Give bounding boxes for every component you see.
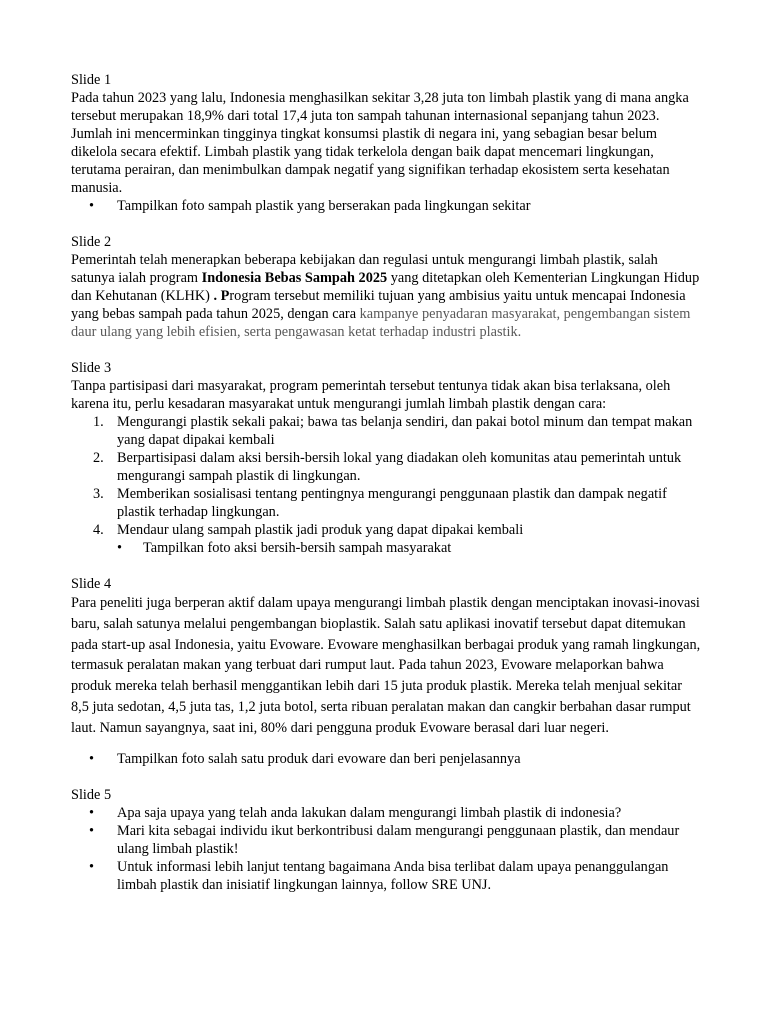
slide-3-title: Slide 3: [71, 360, 112, 376]
list-item: [71, 804, 701, 822]
document-page: [71, 71, 701, 894]
list-item-text: Berpartisipasi dalam aksi bersih-bersih lokal yang diadakan oleh komunitas atau pemerintah untuk mengurangi sampah plastik di lingkungan.: [117, 450, 682, 484]
list-number: 4.: [93, 522, 104, 538]
slide-4-body: Para peneliti juga berperan aktif dalam upaya mengurangi limbah plastik dengan menciptakan inovasi-inovasi baru, salah satunya melalui pengembangan bioplastik. Salah satu aplikasi inovatif tersebut dapat ditemukan pada start-up asal Indonesia, yaitu Evoware. Evoware menghasilkan berbagai produk yang ramah lingkungan, termasuk peralatan makan yang terbuat dari rumput laut. Pada tahun 2023, Evoware melaporkan bahwa produk mereka telah berhasil menggantikan lebih dari 15 juta produk plastik. Mereka telah menjual sekitar 8,5 juta sedotan, 4,5 juta tas, 1,2 juta botol, serta ribuan peralatan makan dan cangkir berbahan dasar rumput laut. Namun sayangnya, saat ini, 80% dari pengguna produk Evoware berasal dari luar negeri.: [71, 595, 701, 736]
bullet-text: Tampilkan foto salah satu produk dari evoware dan beri penjelasannya: [117, 750, 521, 767]
bullet-text: Untuk informasi lebih lanjut tentang bagaimana Anda bisa terlibat dalam upaya penanggulangan limbah plastik dan inisiatif lingkungan lainnya, follow SRE UNJ.: [117, 858, 669, 893]
list-item: [71, 485, 701, 521]
list-number: 2.: [93, 450, 104, 466]
slide-1-bullet-list: [71, 197, 701, 215]
slide-1-body: Pada tahun 2023 yang lalu, Indonesia menghasilkan sekitar 3,28 juta ton limbah plastik yang di mana angka tersebut merupakan 18,9% dari total 17,4 juta ton sampah tahunan internasional sepanjang tahun 2023. Jumlah ini mencerminkan tingginya tingkat konsumsi plastik di negara ini, yang sebagian besar belum dikelola secara efektif. Limbah plastik yang tidak terkelola dengan baik dapat mencemari lingkungan, terutama perairan, dan menimbulkan dampak negatif yang signifikan terhadap ekosistem serta kesehatan manusia.: [71, 90, 689, 196]
list-item: [71, 750, 701, 768]
bullet-icon: •: [89, 198, 95, 214]
slide-2-bold-fragment: . P: [213, 288, 230, 304]
bullet-icon: •: [89, 804, 95, 821]
slide-4-bullet-list: [71, 750, 701, 768]
slide-5-section: [71, 786, 701, 894]
list-item-text: Mendaur ulang sampah plastik jadi produk yang dapat dipakai kembali: [117, 522, 524, 538]
slide-3-sub-bullet-list: [71, 539, 701, 557]
list-item: [71, 521, 701, 539]
slide-5-bullet-list: [71, 804, 701, 894]
slide-2-body: [71, 251, 701, 341]
slide-3-numbered-list: [71, 413, 701, 539]
list-item-text: Memberikan sosialisasi tentang pentingnya mengurangi penggunaan plastik dan dampak negatif plastik terhadap lingkungan.: [117, 486, 667, 520]
slide-1-title: Slide 1: [71, 72, 112, 88]
slide-5-title: Slide 5: [71, 786, 112, 803]
list-item: [71, 197, 701, 215]
list-number: 1.: [93, 414, 104, 430]
slide-2-gray-text: kampanye penyadaran masyarakat, pengembangan sistem daur ulang yang lebih efisien, serta pengawasan ketat terhadap industri plastik.: [71, 306, 691, 340]
slide-2-text-1: Pemerintah telah menerapkan beberapa kebijakan dan regulasi untuk mengurangi limbah plastik, salah satunya ialah program: [71, 252, 658, 286]
list-item: [71, 449, 701, 485]
slide-2-title: Slide 2: [71, 234, 112, 250]
list-item: [71, 822, 701, 858]
slide-1-section: [71, 71, 701, 215]
bullet-icon: •: [89, 858, 95, 875]
bullet-text: Tampilkan foto aksi bersih-bersih sampah masyarakat: [143, 540, 452, 556]
bullet-text: Mari kita sebagai individu ikut berkontribusi dalam mengurangi penggunaan plastik, dan mendaur ulang limbah plastik!: [117, 822, 680, 857]
bullet-icon: •: [89, 750, 95, 767]
list-item-text: Mengurangi plastik sekali pakai; bawa tas belanja sendiri, dan pakai botol minum dan tempat makan yang dapat dipakai kembali: [117, 414, 693, 448]
list-item: [71, 858, 701, 894]
bullet-icon: •: [89, 822, 95, 839]
slide-2-text-2: yang ditetapkan oleh Kementerian Lingkungan Hidup dan Kehutanan (KLHK): [71, 270, 700, 304]
bullet-text: Apa saja upaya yang telah anda lakukan dalam mengurangi limbah plastik di indonesia?: [117, 804, 622, 821]
slide-2-section: [71, 233, 701, 341]
list-item: [71, 539, 701, 557]
list-number: 3.: [93, 486, 104, 502]
slide-3-section: [71, 359, 701, 557]
list-item: [71, 413, 701, 449]
slide-4-section: [71, 575, 701, 768]
bullet-icon: •: [117, 540, 123, 556]
bullet-text: Tampilkan foto sampah plastik yang berserakan pada lingkungan sekitar: [117, 198, 531, 214]
program-name: Indonesia Bebas Sampah 2025: [201, 270, 388, 286]
slide-3-body: Tanpa partisipasi dari masyarakat, program pemerintah tersebut tentunya tidak akan bisa terlaksana, oleh karena itu, perlu kesadaran masyarakat untuk mengurangi jumlah limbah plastik dengan cara:: [71, 378, 671, 412]
slide-2-text-3: rogram tersebut memiliki tujuan yang ambisius yaitu untuk mencapai Indonesia yang bebas sampah pada tahun 2025, dengan cara: [71, 288, 686, 322]
slide-4-title: Slide 4: [71, 576, 112, 592]
